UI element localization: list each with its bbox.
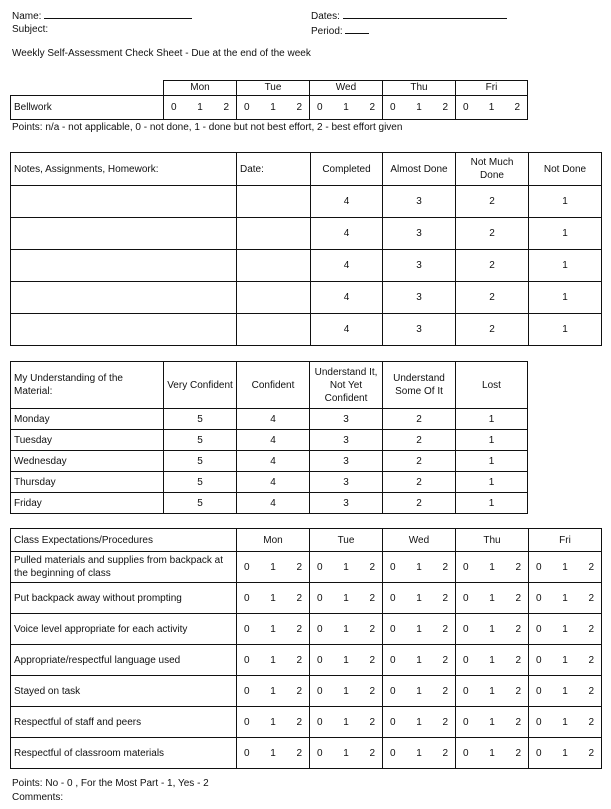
expectation-mon-score-2[interactable]: 2	[296, 561, 302, 573]
name-field[interactable]	[12, 9, 192, 22]
expectation-tue-score-1[interactable]: 1	[343, 592, 349, 604]
expectation-fri-score-1[interactable]: 1	[562, 561, 568, 573]
expectation-thu-score-0[interactable]: 0	[463, 623, 469, 635]
understanding-header-2: Confident	[237, 362, 310, 409]
footer-points-note: Points: No - 0 , For the Most Part - 1, Yes - 2	[12, 778, 209, 789]
understanding-score-4[interactable]: 4	[237, 451, 310, 472]
expectation-wed-score-2[interactable]: 2	[442, 716, 448, 728]
assignment-score-1[interactable]: 1	[529, 250, 602, 282]
bellwork-fri-score-1[interactable]: 1	[488, 101, 495, 113]
expectation-wed-score-1[interactable]: 1	[416, 654, 422, 666]
expectation-wed-scores[interactable]	[383, 676, 456, 707]
understanding-day-label: Thursday	[11, 472, 164, 493]
understanding-score-4[interactable]: 4	[237, 430, 310, 451]
expectation-fri-score-0[interactable]: 0	[536, 685, 542, 697]
expectation-fri-score-2[interactable]: 2	[588, 685, 594, 697]
understanding-score-4[interactable]: 4	[237, 409, 310, 430]
expectation-thu-score-0[interactable]: 0	[463, 747, 469, 759]
expectation-fri-scores[interactable]	[529, 738, 602, 769]
expectation-tue-score-0[interactable]: 0	[317, 561, 323, 573]
understanding-row	[11, 430, 528, 451]
bellwork-header-row	[11, 81, 528, 96]
bellwork-tue-score-0[interactable]: 0	[244, 101, 250, 113]
expectation-tue-score-0[interactable]: 0	[317, 592, 323, 604]
assignment-score-1[interactable]: 1	[529, 282, 602, 314]
expectation-row	[11, 676, 602, 707]
assignment-score-4[interactable]: 4	[311, 314, 383, 346]
expectation-row	[11, 552, 602, 583]
expectation-row	[11, 738, 602, 769]
bellwork-wed-score-2[interactable]: 2	[369, 101, 375, 113]
expectation-wed-score-2[interactable]: 2	[442, 654, 448, 666]
expectation-tue-score-0[interactable]: 0	[317, 654, 323, 666]
assignments-header-row	[11, 153, 602, 186]
assignment-score-3[interactable]: 3	[383, 282, 456, 314]
understanding-score-5[interactable]: 5	[164, 430, 237, 451]
understanding-day-label: Tuesday	[11, 430, 164, 451]
day-header-fri: Fri	[456, 81, 528, 96]
expectation-thu-score-0[interactable]: 0	[463, 716, 469, 728]
expectation-fri-score-0[interactable]: 0	[536, 654, 542, 666]
expectation-fri-score-0[interactable]: 0	[536, 747, 542, 759]
expectation-wed-score-0[interactable]: 0	[390, 685, 396, 697]
expectation-thu-score-1[interactable]: 1	[489, 747, 495, 759]
bellwork-fri-scores[interactable]	[456, 95, 528, 119]
expectation-fri-score-2[interactable]: 2	[588, 716, 594, 728]
expectation-mon-score-0[interactable]: 0	[244, 716, 250, 728]
bellwork-tue-score-2[interactable]: 2	[296, 101, 302, 113]
expectation-mon-scores[interactable]	[237, 707, 310, 738]
expectation-wed-score-1[interactable]: 1	[416, 561, 422, 573]
assignment-row	[11, 250, 602, 282]
expectation-wed-scores[interactable]	[383, 707, 456, 738]
understanding-row	[11, 409, 528, 430]
expectation-fri-scores[interactable]	[529, 552, 602, 583]
expectation-row	[11, 614, 602, 645]
expectation-thu-score-2[interactable]: 2	[515, 654, 521, 666]
assignment-name-cell[interactable]	[11, 218, 237, 250]
expectation-wed-score-2[interactable]: 2	[442, 561, 448, 573]
expectations-day-tue: Tue	[310, 529, 383, 552]
understanding-score-2[interactable]: 2	[383, 472, 456, 493]
expectation-fri-score-2[interactable]: 2	[588, 747, 594, 759]
expectation-fri-scores[interactable]	[529, 707, 602, 738]
understanding-score-2[interactable]: 2	[383, 493, 456, 514]
understanding-header-3: Understand It, Not Yet Confident	[310, 362, 383, 409]
assignment-date-cell[interactable]	[237, 314, 311, 346]
expectation-thu-scores[interactable]	[456, 707, 529, 738]
assignment-score-4[interactable]: 4	[311, 282, 383, 314]
expectation-fri-score-1[interactable]: 1	[562, 592, 568, 604]
expectation-thu-scores[interactable]	[456, 614, 529, 645]
expectation-fri-score-2[interactable]: 2	[588, 654, 594, 666]
dates-line[interactable]	[343, 9, 507, 19]
expectation-tue-score-2[interactable]: 2	[369, 592, 375, 604]
understanding-score-2[interactable]: 2	[383, 451, 456, 472]
assignment-score-3[interactable]: 3	[383, 186, 456, 218]
expectation-tue-scores[interactable]	[310, 614, 383, 645]
expectation-mon-score-1[interactable]: 1	[270, 561, 276, 573]
assignment-date-cell[interactable]	[237, 282, 311, 314]
assignments-header-2: Completed	[311, 153, 383, 186]
expectation-thu-scores[interactable]	[456, 676, 529, 707]
assignment-score-1[interactable]: 1	[529, 186, 602, 218]
day-header-thu: Thu	[383, 81, 456, 96]
understanding-score-2[interactable]: 2	[383, 430, 456, 451]
assignment-row	[11, 314, 602, 346]
bellwork-wed-scores[interactable]	[310, 95, 383, 119]
period-field[interactable]	[311, 24, 369, 37]
expectations-header-row	[11, 529, 602, 552]
period-label: Period:	[311, 26, 343, 37]
expectation-label: Respectful of classroom materials	[11, 738, 237, 769]
bellwork-mon-score-0[interactable]: 0	[171, 101, 177, 113]
expectation-label: Stayed on task	[11, 676, 237, 707]
expectation-fri-score-0[interactable]: 0	[536, 716, 542, 728]
expectation-wed-scores[interactable]	[383, 614, 456, 645]
expectation-fri-scores[interactable]	[529, 614, 602, 645]
expectation-mon-score-2[interactable]: 2	[296, 716, 302, 728]
comments-label: Comments:	[12, 792, 64, 803]
expectation-wed-score-0[interactable]: 0	[390, 654, 396, 666]
assignment-score-1[interactable]: 1	[529, 218, 602, 250]
name-line[interactable]	[44, 9, 192, 19]
understanding-score-1[interactable]: 1	[456, 472, 528, 493]
expectation-wed-score-1[interactable]: 1	[416, 623, 422, 635]
period-line[interactable]	[345, 24, 369, 34]
expectation-wed-score-1[interactable]: 1	[416, 685, 422, 697]
understanding-header-0: My Understanding of the Material:	[11, 362, 164, 409]
understanding-score-2[interactable]: 2	[383, 409, 456, 430]
bellwork-row	[11, 95, 528, 119]
assignment-date-cell[interactable]	[237, 186, 311, 218]
expectation-wed-scores[interactable]	[383, 552, 456, 583]
understanding-score-1[interactable]: 1	[456, 493, 528, 514]
assignment-score-3[interactable]: 3	[383, 218, 456, 250]
expectation-thu-score-1[interactable]: 1	[489, 716, 495, 728]
expectation-fri-score-2[interactable]: 2	[588, 561, 594, 573]
understanding-score-1[interactable]: 1	[456, 451, 528, 472]
expectation-tue-score-1[interactable]: 1	[343, 716, 349, 728]
understanding-score-5[interactable]: 5	[164, 409, 237, 430]
expectation-wed-score-0[interactable]: 0	[390, 561, 396, 573]
assignment-name-cell[interactable]	[11, 186, 237, 218]
assignment-score-2[interactable]: 2	[456, 186, 529, 218]
expectation-mon-scores[interactable]	[237, 552, 310, 583]
expectation-tue-score-2[interactable]: 2	[369, 623, 375, 635]
expectation-fri-scores[interactable]	[529, 676, 602, 707]
expectation-wed-score-0[interactable]: 0	[390, 747, 396, 759]
expectation-thu-score-1[interactable]: 1	[489, 685, 495, 697]
bellwork-tue-scores[interactable]	[237, 95, 310, 119]
assignment-name-cell[interactable]	[11, 250, 237, 282]
expectation-mon-score-1[interactable]: 1	[270, 592, 276, 604]
understanding-table	[10, 361, 528, 514]
expectation-fri-scores[interactable]	[529, 583, 602, 614]
expectation-wed-score-2[interactable]: 2	[442, 747, 448, 759]
assignment-name-cell[interactable]	[11, 314, 237, 346]
expectation-tue-score-0[interactable]: 0	[317, 685, 323, 697]
expectation-fri-score-2[interactable]: 2	[588, 592, 594, 604]
expectation-mon-score-0[interactable]: 0	[244, 623, 250, 635]
bellwork-fri-score-0[interactable]: 0	[463, 101, 469, 113]
expectation-wed-score-2[interactable]: 2	[442, 592, 448, 604]
expectation-fri-score-1[interactable]: 1	[562, 654, 568, 666]
understanding-score-4[interactable]: 4	[237, 472, 310, 493]
expectation-tue-score-2[interactable]: 2	[369, 716, 375, 728]
assignment-score-3[interactable]: 3	[383, 250, 456, 282]
understanding-row	[11, 451, 528, 472]
expectation-mon-scores[interactable]	[237, 676, 310, 707]
assignment-score-1[interactable]: 1	[529, 314, 602, 346]
bellwork-wed-score-0[interactable]: 0	[317, 101, 323, 113]
bellwork-fri-score-2[interactable]: 2	[514, 101, 520, 113]
expectation-mon-scores[interactable]	[237, 614, 310, 645]
day-header-mon: Mon	[164, 81, 237, 96]
assignment-date-cell[interactable]	[237, 250, 311, 282]
understanding-score-5[interactable]: 5	[164, 451, 237, 472]
expectation-label: Put backpack away without prompting	[11, 583, 237, 614]
understanding-score-5[interactable]: 5	[164, 493, 237, 514]
understanding-header-row	[11, 362, 528, 409]
expectation-label: Voice level appropriate for each activity	[11, 614, 237, 645]
day-header-tue: Tue	[237, 81, 310, 96]
dates-field[interactable]	[311, 9, 507, 22]
understanding-row	[11, 493, 528, 514]
expectation-fri-score-1[interactable]: 1	[562, 747, 568, 759]
expectation-row	[11, 645, 602, 676]
understanding-score-1[interactable]: 1	[456, 409, 528, 430]
understanding-header-4: Understand Some Of It	[383, 362, 456, 409]
expectation-thu-score-1[interactable]: 1	[489, 561, 495, 573]
assignment-score-2[interactable]: 2	[456, 218, 529, 250]
expectation-wed-score-1[interactable]: 1	[416, 592, 422, 604]
assignment-score-2[interactable]: 2	[456, 282, 529, 314]
expectations-day-fri: Fri	[529, 529, 602, 552]
expectation-wed-score-0[interactable]: 0	[390, 623, 396, 635]
understanding-score-3[interactable]: 3	[310, 451, 383, 472]
assignment-score-2[interactable]: 2	[456, 314, 529, 346]
expectation-label: Appropriate/respectful language used	[11, 645, 237, 676]
bellwork-table	[10, 80, 528, 120]
expectation-fri-score-1[interactable]: 1	[562, 716, 568, 728]
expectation-mon-score-2[interactable]: 2	[296, 747, 302, 759]
assignments-header-1: Date:	[237, 153, 311, 186]
dates-label: Dates:	[311, 11, 340, 22]
expectation-mon-score-0[interactable]: 0	[244, 654, 250, 666]
bellwork-mon-score-1[interactable]: 1	[197, 101, 203, 113]
understanding-score-3[interactable]: 3	[310, 493, 383, 514]
bellwork-tue-score-1[interactable]: 1	[270, 101, 276, 113]
day-header-wed: Wed	[310, 81, 383, 96]
expectation-thu-score-1[interactable]: 1	[489, 654, 495, 666]
expectations-day-thu: Thu	[456, 529, 529, 552]
expectation-tue-score-1[interactable]: 1	[343, 623, 349, 635]
expectation-fri-score-1[interactable]: 1	[562, 685, 568, 697]
expectation-thu-score-0[interactable]: 0	[463, 592, 469, 604]
expectation-mon-scores[interactable]	[237, 583, 310, 614]
assignment-row	[11, 282, 602, 314]
bellwork-thu-scores[interactable]	[383, 95, 456, 119]
understanding-header-1: Very Confident	[164, 362, 237, 409]
assignments-header-5: Not Done	[529, 153, 602, 186]
expectation-tue-scores[interactable]	[310, 707, 383, 738]
assignment-date-cell[interactable]	[237, 218, 311, 250]
expectation-thu-score-2[interactable]: 2	[515, 623, 521, 635]
expectation-wed-score-2[interactable]: 2	[442, 623, 448, 635]
expectation-thu-score-2[interactable]: 2	[515, 716, 521, 728]
expectation-mon-score-0[interactable]: 0	[244, 592, 250, 604]
expectation-fri-score-1[interactable]: 1	[562, 623, 568, 635]
expectation-thu-score-2[interactable]: 2	[515, 561, 521, 573]
expectation-tue-score-1[interactable]: 1	[343, 685, 349, 697]
expectation-wed-score-1[interactable]: 1	[416, 747, 422, 759]
expectation-thu-scores[interactable]	[456, 645, 529, 676]
expectation-mon-score-1[interactable]: 1	[270, 654, 276, 666]
expectations-header: Class Expectations/Procedures	[11, 529, 237, 552]
expectation-wed-score-0[interactable]: 0	[390, 592, 396, 604]
bellwork-thu-score-1[interactable]: 1	[416, 101, 422, 113]
expectation-wed-score-0[interactable]: 0	[390, 716, 396, 728]
name-label: Name:	[12, 11, 42, 22]
assignment-score-2[interactable]: 2	[456, 250, 529, 282]
expectation-thu-score-0[interactable]: 0	[463, 654, 469, 666]
expectation-tue-score-2[interactable]: 2	[369, 654, 375, 666]
expectation-wed-scores[interactable]	[383, 738, 456, 769]
bellwork-thu-score-0[interactable]: 0	[390, 101, 396, 113]
bellwork-mon-score-2[interactable]: 2	[223, 101, 229, 113]
expectation-thu-scores[interactable]	[456, 738, 529, 769]
understanding-day-label: Wednesday	[11, 451, 164, 472]
expectation-fri-scores[interactable]	[529, 645, 602, 676]
expectation-mon-score-1[interactable]: 1	[270, 623, 276, 635]
expectation-mon-score-2[interactable]: 2	[296, 623, 302, 635]
assignments-header-4: Not Much Done	[456, 153, 529, 186]
expectation-thu-score-1[interactable]: 1	[489, 592, 495, 604]
expectation-thu-score-2[interactable]: 2	[515, 685, 521, 697]
assignment-score-4[interactable]: 4	[311, 250, 383, 282]
bellwork-thu-score-2[interactable]: 2	[442, 101, 448, 113]
assignments-table	[10, 152, 602, 346]
expectation-mon-score-0[interactable]: 0	[244, 747, 250, 759]
expectation-fri-score-0[interactable]: 0	[536, 561, 542, 573]
expectation-mon-scores[interactable]	[237, 738, 310, 769]
understanding-score-1[interactable]: 1	[456, 430, 528, 451]
assignment-name-cell[interactable]	[11, 282, 237, 314]
assignments-header-0: Notes, Assignments, Homework:	[11, 153, 237, 186]
expectation-tue-score-0[interactable]: 0	[317, 747, 323, 759]
bellwork-points-note: Points: n/a - not applicable, 0 - not done, 1 - done but not best effort, 2 - best effort given	[12, 122, 403, 133]
expectation-mon-score-2[interactable]: 2	[296, 592, 302, 604]
expectation-row	[11, 583, 602, 614]
expectation-mon-score-2[interactable]: 2	[296, 654, 302, 666]
expectation-mon-score-0[interactable]: 0	[244, 561, 250, 573]
expectation-wed-score-1[interactable]: 1	[416, 716, 422, 728]
expectation-label: Pulled materials and supplies from backpack at the beginning of class	[11, 552, 237, 583]
expectation-wed-score-2[interactable]: 2	[442, 685, 448, 697]
expectation-tue-score-1[interactable]: 1	[343, 747, 349, 759]
bellwork-mon-scores[interactable]	[164, 95, 237, 119]
expectation-mon-score-1[interactable]: 1	[270, 747, 276, 759]
expectation-tue-score-1[interactable]: 1	[343, 654, 349, 666]
understanding-score-4[interactable]: 4	[237, 493, 310, 514]
expectations-day-wed: Wed	[383, 529, 456, 552]
expectation-thu-score-2[interactable]: 2	[515, 747, 521, 759]
understanding-score-3[interactable]: 3	[310, 472, 383, 493]
expectation-fri-score-0[interactable]: 0	[536, 592, 542, 604]
expectation-mon-score-1[interactable]: 1	[270, 685, 276, 697]
bellwork-label: Bellwork	[11, 95, 164, 119]
expectation-thu-scores[interactable]	[456, 552, 529, 583]
expectation-tue-scores[interactable]	[310, 552, 383, 583]
understanding-score-3[interactable]: 3	[310, 430, 383, 451]
expectation-tue-scores[interactable]	[310, 738, 383, 769]
expectations-table	[10, 528, 602, 769]
expectation-label: Respectful of staff and peers	[11, 707, 237, 738]
blank-cell	[11, 81, 164, 96]
assignment-score-4[interactable]: 4	[311, 186, 383, 218]
assignment-score-3[interactable]: 3	[383, 314, 456, 346]
expectation-tue-score-2[interactable]: 2	[369, 685, 375, 697]
expectation-thu-scores[interactable]	[456, 583, 529, 614]
expectation-tue-score-0[interactable]: 0	[317, 623, 323, 635]
expectation-tue-scores[interactable]	[310, 645, 383, 676]
bellwork-wed-score-1[interactable]: 1	[343, 101, 349, 113]
subject-label: Subject:	[12, 24, 49, 35]
understanding-score-5[interactable]: 5	[164, 472, 237, 493]
expectation-thu-score-1[interactable]: 1	[489, 623, 495, 635]
assignment-score-4[interactable]: 4	[311, 218, 383, 250]
understanding-header-5: Lost	[456, 362, 528, 409]
understanding-day-label: Friday	[11, 493, 164, 514]
expectation-thu-score-2[interactable]: 2	[515, 592, 521, 604]
expectation-tue-score-2[interactable]: 2	[369, 747, 375, 759]
understanding-day-label: Monday	[11, 409, 164, 430]
understanding-score-3[interactable]: 3	[310, 409, 383, 430]
expectation-fri-score-0[interactable]: 0	[536, 623, 542, 635]
expectation-wed-scores[interactable]	[383, 583, 456, 614]
assignment-row	[11, 186, 602, 218]
expectation-mon-score-1[interactable]: 1	[270, 716, 276, 728]
expectation-thu-score-0[interactable]: 0	[463, 561, 469, 573]
expectation-mon-score-2[interactable]: 2	[296, 685, 302, 697]
expectation-tue-scores[interactable]	[310, 676, 383, 707]
understanding-row	[11, 472, 528, 493]
expectation-fri-score-2[interactable]: 2	[588, 623, 594, 635]
expectation-tue-score-1[interactable]: 1	[343, 561, 349, 573]
assignment-row	[11, 218, 602, 250]
expectation-tue-score-2[interactable]: 2	[369, 561, 375, 573]
expectation-thu-score-0[interactable]: 0	[463, 685, 469, 697]
expectation-mon-scores[interactable]	[237, 645, 310, 676]
expectation-wed-scores[interactable]	[383, 645, 456, 676]
expectation-tue-scores[interactable]	[310, 583, 383, 614]
expectation-tue-score-0[interactable]: 0	[317, 716, 323, 728]
expectations-day-mon: Mon	[237, 529, 310, 552]
sheet-title: Weekly Self-Assessment Check Sheet - Due at the end of the week	[12, 48, 311, 59]
expectation-mon-score-0[interactable]: 0	[244, 685, 250, 697]
expectation-row	[11, 707, 602, 738]
assignments-header-3: Almost Done	[383, 153, 456, 186]
